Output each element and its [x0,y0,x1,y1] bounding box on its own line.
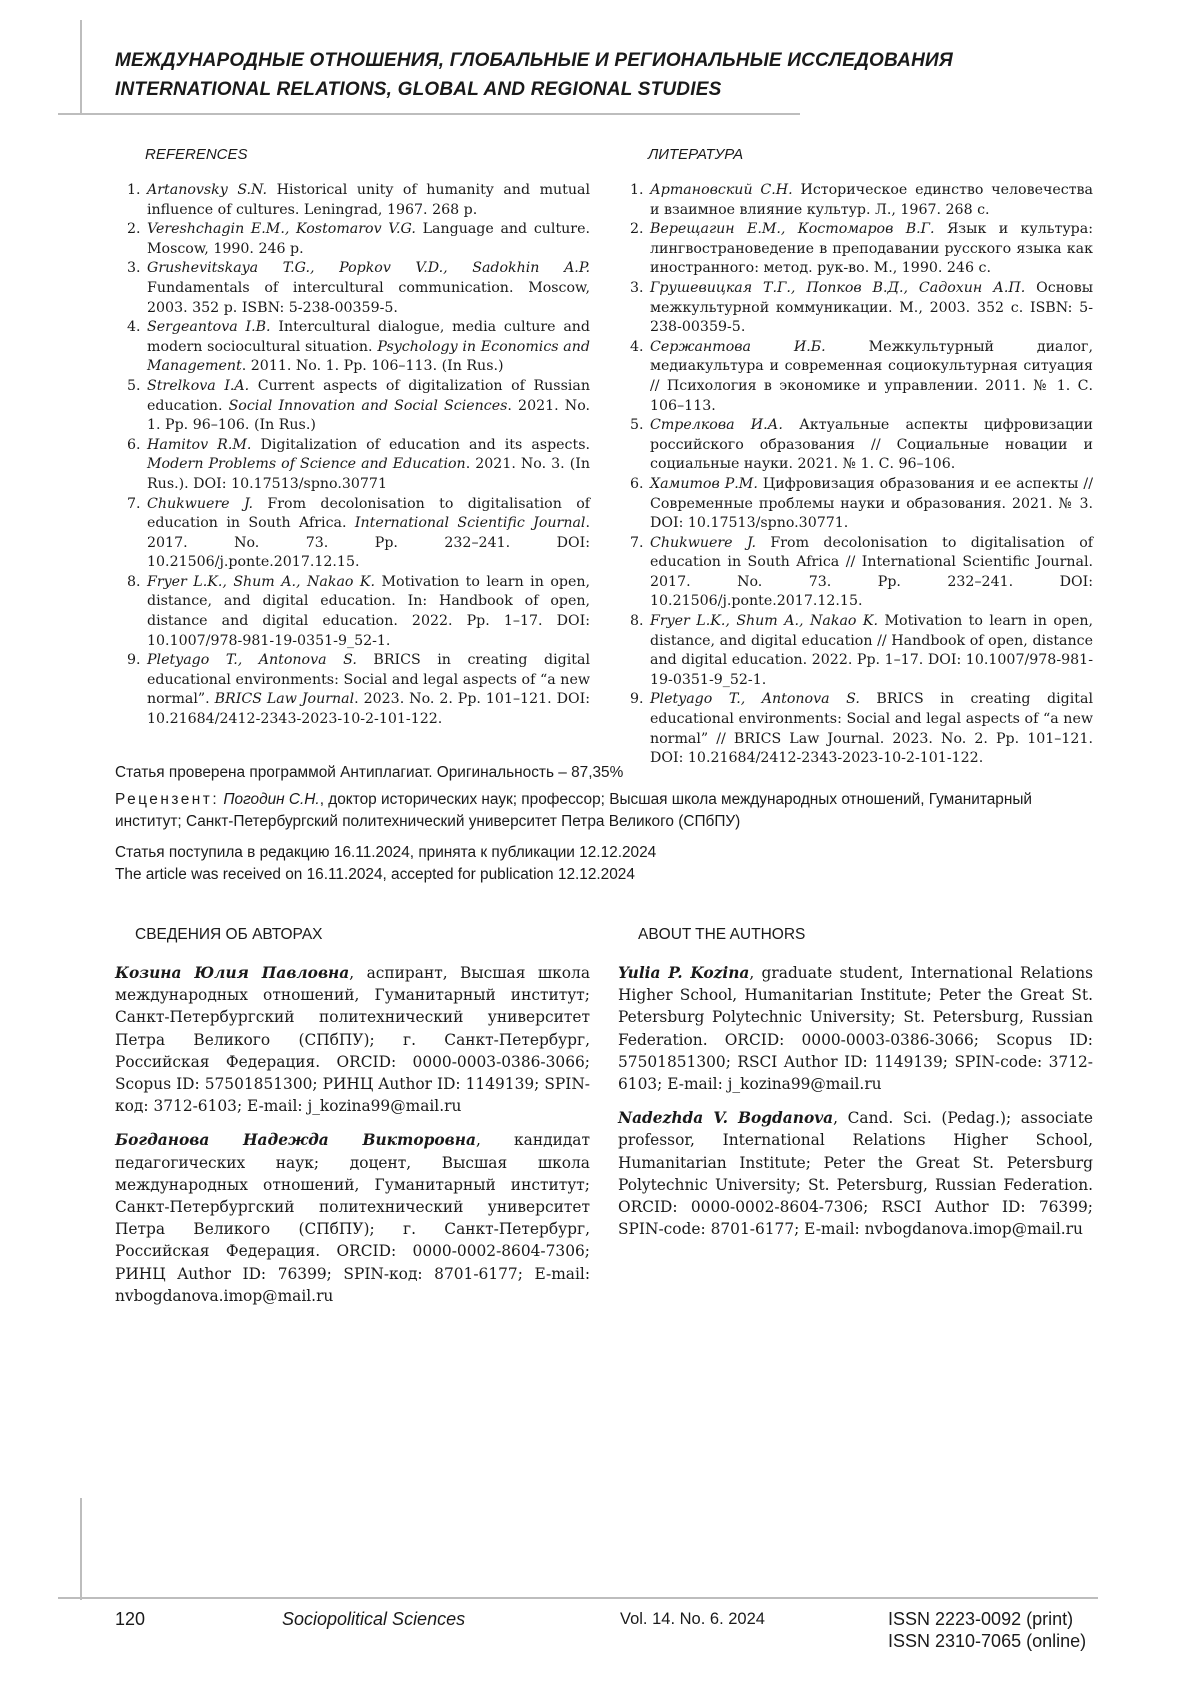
reference-tail: . 2011. No. 1. Pp. 106–113. (In Rus.) [241,358,504,375]
reference-item [145,181,590,220]
author-name: Козина Юлия Павловна [115,964,350,982]
reference-authors: Fryer L.K., Shum A., Nakao K. [650,613,879,630]
reference-item [145,220,590,259]
reference-item [145,651,590,729]
reference-authors: Sergeantova I.B. [147,319,271,336]
bottom-vertical-rule [80,1498,82,1600]
running-header [115,46,1115,104]
reference-text: From decolonisation to digitalisation of education in South Africa. [147,495,591,532]
reference-item [648,690,1093,768]
reference-authors: Strelkova I.A. [147,377,250,394]
reference-text: Цифровизация образования и ее аспекты // Современные проблемы науки и образования. 2021. № 3. DOI: 10.17513/spno.30771. [650,475,1093,532]
reference-text: From decolonisation to digitalisation of education in South Africa // International Scientific Journal. 2017. No. 73. Pp. 232–241. DOI: 10.21506/j.ponte.2017.12.15. [650,534,1094,610]
issn-block [888,1608,1098,1652]
authors-en-heading: ABOUT THE AUTHORS [638,926,806,943]
author-entry [618,1107,1093,1240]
reference-item [648,416,1093,475]
reference-item [145,377,590,436]
reference-authors: Хамитов Р.М. [650,475,758,492]
antiplagiat-note: Статья проверена программой Антиплагиат. Оригинальность – 87,35% [115,764,624,781]
reference-authors: Грушевицкая Т.Г., Попков В.Д., Садохин А.П. [650,279,1026,296]
reference-source-title: International Scientific Journal [354,515,586,532]
reference-item [145,436,590,495]
page-number: 120 [115,1609,146,1629]
reference-text: Current aspects of digitalization of Russian education. [147,377,590,414]
author-name: Богданова Надежда Викторовна [115,1131,476,1150]
authors-en [618,926,1093,1252]
top-horizontal-rule [58,113,800,115]
reference-text: Fundamentals of intercultural communication. Moscow, 2003. 352 p. ISBN: 5-238-00359-5. [147,279,590,316]
authors-ru [115,926,590,1319]
references-ru-heading: ЛИТЕРАТУРА [648,146,744,163]
reviewer-note [115,789,1095,833]
author-details: , graduate student, International Relations Higher School, Humanitarian Institute; Peter the Great St. Petersburg Polytechnic University; St. Petersburg, Russian Federation. ORCID: 0000-0003-0386-3066; Scopus ID: 57501851300; RSCI Author ID: 1149139; SPIN-code: 3712-6103; E-mail: j_kozina99@mail.ru [618,964,1094,1094]
reviewer-label: Рецензент: [115,791,220,808]
reference-item [145,259,590,318]
issn-print: ISSN 2223-0092 (print) [888,1609,1074,1629]
reference-item [648,338,1093,416]
reference-text: BRICS in creating digital educational environments: Social and legal aspects of “a new normal”. [147,652,590,708]
journal-name: Sociopolitical Sciences [282,1609,466,1629]
reference-text: Основы межкультурной коммуникации. М., 2003. 352 с. ISBN: 5-238-00359-5. [650,279,1093,336]
reference-authors: Pletyago T., Antonova S. [650,691,860,708]
reference-text: Межкультурный диалог, медиакультура и современная социокультурная ситуация // Психология в экономике и управлении. 2011. № 1. С. 106–113. [650,338,1094,414]
volume-issue: Vol. 14. No. 6. 2024 [620,1610,765,1628]
authors-en-list [618,962,1093,1240]
reference-authors: Vereshchagin E.M., Kostomarov V.G. [147,221,416,238]
reference-item [145,495,590,573]
reference-text: Language and culture. Moscow, 1990. 246 p. [147,221,590,257]
reference-item [648,475,1093,534]
reference-source-title: BRICS Law Journal [214,691,355,708]
reference-source-title: Modern Problems of Science and Education [147,456,466,473]
reference-item [648,612,1093,690]
reference-authors: Hamitov R.M. [147,436,252,453]
author-details: , Cand. Sci. (Pedag.); associate professor, International Relations Higher School, Humanitarian Institute; Peter the Great St. Petersburg Polytechnic University; St. Petersburg, Russian Federation. ORCID: 0000-0002-8604-7306; RSCI Author ID: 76399; SPIN-code: 8701-6177; E-mail: nvbogdanova.imop@mail.ru [618,1109,1093,1239]
reference-authors: Chukwuere J. [147,495,254,512]
reference-text: Историческое единство человечества и взаимное влияние культур. Л., 1967. 268 с. [650,182,1093,218]
reference-authors: Chukwuere J. [650,534,757,551]
author-entry [115,1129,590,1307]
reference-text: Historical unity of humanity and mutual influence of cultures. Leningrad, 1967. 268 p. [147,182,590,218]
reference-item [648,220,1093,279]
reference-item [648,181,1093,220]
author-name: Yulia P. Kozina [618,964,750,982]
reference-text: Motivation to learn in open, distance, and digital education. In: Handbook of open, distance and digital education. 2022. Pp. 1–17. DOI: 10.1007/978-981-19-0351-9_52-1. [147,573,590,649]
reference-text: Digitalization of education and its aspects. [251,436,590,453]
authors-ru-list [115,962,590,1307]
reference-text: BRICS in creating digital educational environments: Social and legal aspects of “a new normal” // BRICS Law Journal. 2023. No. 2. Pp. 101–121. DOI: 10.21684/2412-2343-2023-10-2-101-122. [650,691,1093,767]
references-en-list [125,181,590,730]
received-ru: Статья поступила в редакцию 16.11.2024, принята к публикации 12.12.2024 [115,844,657,861]
reference-authors: Сержантова И.Б. [650,338,826,355]
author-entry [115,962,590,1117]
author-details: , кандидат педагогических наук; доцент, Высшая школа международных отношений, Гуманитарный институт; Санкт-Петербургский политехнический университет Петра Великого (СПбПУ); г. Санкт-Петербург, Российская Федерация. ORCID: 0000-0002-8604-7306; РИНЦ Author ID: 76399; SPIN-код: 8701-6177; E-mail: nvbogdanova.imop@mail.ru [115,1131,590,1305]
author-details: , аспирант, Высшая школа международных отношений, Гуманитарный институт; Санкт-Петербургский политехнический университет Петра Великого (СПбПУ); г. Санкт-Петербург, Российская Федерация. ORCID: 0000-0003-0386-3066; Scopus ID: 57501851300; РИНЦ Author ID: 1149139; SPIN-код: 3712-6103; E-mail: j_kozina99@mail.ru [115,964,591,1116]
received-en: The article was received on 16.11.2024, accepted for publication 12.12.2024 [115,866,635,883]
references-en-heading: REFERENCES [145,146,248,163]
reference-authors: Pletyago T., Antonova S. [147,652,357,669]
reference-text: Intercultural dialogue, media culture and modern sociocultural situation. [147,319,591,355]
reviewer-name: Погодин С.Н. [223,791,320,808]
reference-authors: Fryer L.K., Shum A., Nakao K. [147,573,376,590]
reviewer-details: , доктор исторических наук; профессор; Высшая школа международных отношений, Гуманитарный институт; Санкт-Петербургский политехнический университет Петра Великого (СПбПУ) [115,791,1033,830]
reference-authors: Артановский С.Н. [650,182,793,198]
running-header-en: INTERNATIONAL RELATIONS, GLOBAL AND REGIONAL STUDIES [115,79,722,100]
reference-tail: . 2023. No. 2. Pp. 101–121. DOI: 10.21684/2412-2343-2023-10-2-101-122. [147,691,590,728]
references-ru [628,146,1093,769]
top-vertical-rule [80,20,82,115]
reference-tail: . 2021. No. 3. (In Rus.). DOI: 10.17513/spno.30771 [147,456,590,492]
issn-online: ISSN 2310-7065 (online) [888,1631,1087,1651]
reference-authors: Artanovsky S.N. [147,182,268,198]
reference-item [145,573,590,651]
reference-item [648,534,1093,612]
reference-source-title: Social Innovation and Social Sciences [228,397,508,414]
references-en [125,146,590,730]
bottom-horizontal-rule [58,1597,1098,1599]
reference-authors: Стрелкова И.А. [650,417,783,434]
authors-ru-heading: СВЕДЕНИЯ ОБ АВТОРАХ [135,926,323,943]
reference-authors: Grushevitskaya T.G., Popkov V.D., Sadokhin A.P. [147,260,590,277]
reference-item [145,318,590,377]
reference-item [648,279,1093,338]
reference-tail: . 2021. No. 1. Pp. 96–106. (In Rus.) [147,397,590,434]
reference-text: Motivation to learn in open, distance, and digital education // Handbook of open, distance and digital education. 2022. Pp. 1–17. DOI: 10.1007/978-981-19-0351-9_52-1. [650,613,1093,688]
reference-source-title: Psychology in Economics and Management [147,338,590,375]
reference-authors: Верещагин Е.М., Костомаров В.Г. [650,221,935,238]
running-header-ru: МЕЖДУНАРОДНЫЕ ОТНОШЕНИЯ, ГЛОБАЛЬНЫЕ И РЕГИОНАЛЬНЫЕ ИССЛЕДОВАНИЯ [115,50,953,71]
reference-text: Язык и культура: лингвострановедение в преподавании русского языка как иностранного: метод. рук-во. М., 1990. 246 с. [650,221,1093,277]
reference-text: Актуальные аспекты цифровизации российского образования // Социальные новации и социальные науки. 2021. № 1. С. 96–106. [650,417,1093,473]
author-name: Nadezhda V. Bogdanova [618,1109,834,1128]
references-ru-list [628,181,1093,769]
author-entry [618,962,1093,1095]
reference-tail: . 2017. No. 73. Pp. 232–241. DOI: 10.21506/j.ponte.2017.12.15. [147,515,590,571]
